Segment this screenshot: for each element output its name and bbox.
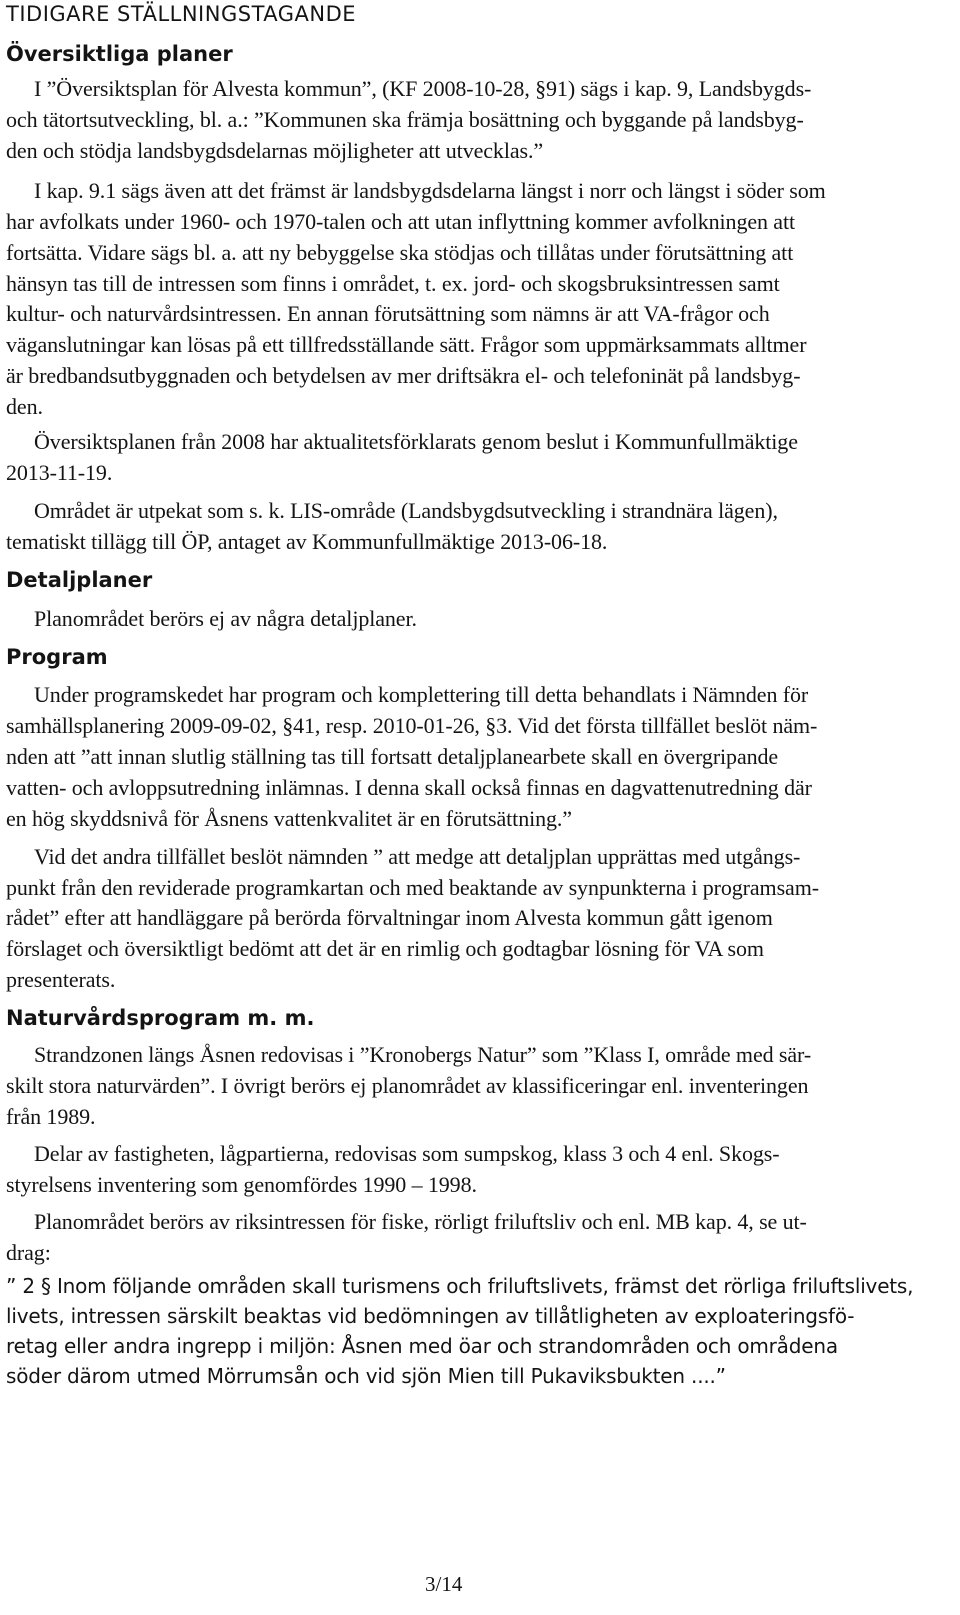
section-label: TIDIGARE STÄLLNINGSTAGANDE: [6, 2, 357, 26]
text-line: är bredbandsutbyggnaden och betydelsen av mer driftsäkra el- och telefoninät på landsbyg-: [6, 363, 801, 388]
text-line: rådet” efter att handläggare på berörda förvaltningar inom Alvesta kommun gått igenom: [6, 905, 773, 930]
text-line: Delar av fastigheten, lågpartierna, redovisas som sumpskog, klass 3 och 4 enl. Skogs-: [34, 1141, 780, 1166]
text-line: drag:: [6, 1240, 51, 1265]
text-line: Under programskedet har program och komplettering till detta behandlats i Nämnden för: [34, 682, 809, 707]
text-line: den och stödja landsbygdsdelarnas möjligheter att utvecklas.”: [6, 138, 544, 163]
text-line: skilt stora naturvärden”. I övrigt berörs ej planområdet av klassificeringar enl. inventeringen: [6, 1073, 809, 1098]
text-line: Strandzonen längs Åsnen redovisas i ”Kronobergs Natur” som ”Klass I, område med sär-: [34, 1042, 812, 1067]
text-line: 2013-11-19.: [6, 460, 113, 485]
text-line: har avfolkats under 1960- och 1970-talen och att utan inflyttning kommer avfolkningen att: [6, 209, 795, 234]
text-line: fortsätta. Vidare sägs bl. a. att ny bebyggelse ska stödjas och tillåtas under förutsättning att: [6, 240, 794, 265]
text-line: den.: [6, 394, 43, 419]
text-line: punkt från den reviderade programkartan och med beaktande av synpunkterna i programsam-: [6, 875, 819, 900]
text-line: I kap. 9.1 sägs även att det främst är landsbygdsdelarna längst i norr och längst i söder som: [34, 178, 826, 203]
heading-program: Program: [6, 645, 108, 669]
heading-overview: Översiktliga planer: [6, 42, 233, 66]
heading-detail-plans: Detaljplaner: [6, 568, 153, 592]
text-line: Vid det andra tillfället beslöt nämnden ” att medge att detaljplan upprättas med utgångs-: [34, 844, 801, 869]
text-line: och tätortsutveckling, bl. a.: ”Kommunen ska främja bosättning och byggande på landsbyg-: [6, 107, 804, 132]
text-line: Området är utpekat som s. k. LIS-område (Landsbygdsutveckling i strandnära lägen),: [34, 498, 778, 523]
text-line: från 1989.: [6, 1104, 96, 1129]
quote-line: söder därom utmed Mörrumsån och vid sjön Mien till Pukaviksbukten ....”: [6, 1364, 726, 1388]
text-line: Planområdet berörs av riksintressen för fiske, rörligt friluftsliv och enl. MB kap. 4, se ut-: [34, 1209, 807, 1234]
text-line: Planområdet berörs ej av några detaljplaner.: [34, 606, 417, 631]
text-line: Översiktsplanen från 2008 har aktualitetsförklarats genom beslut i Kommunfullmäktige: [34, 429, 798, 454]
text-line: hänsyn tas till de intressen som finns i området, t. ex. jord- och skogsbruksintressen samt: [6, 271, 780, 296]
text-line: väganslutningar kan lösas på ett tillfredsställande sätt. Frågor som uppmärksammats alltmer: [6, 332, 807, 357]
text-line: I ”Översiktsplan för Alvesta kommun”, (KF 2008-10-28, §91) sägs i kap. 9, Landsbygds-: [34, 76, 812, 101]
quote-line: livets, intressen särskilt beaktas vid bedömningen av tillåtligheten av exploateringsfö-: [6, 1304, 855, 1328]
text-line: kultur- och naturvårdsintressen. En annan förutsättning som nämns är att VA-frågor och: [6, 301, 770, 326]
quote-line: ” 2 § Inom följande områden skall turismens och friluftslivets, främst det rörliga friluftslivets,: [6, 1274, 914, 1298]
heading-nature-program: Naturvårdsprogram m. m.: [6, 1006, 315, 1030]
page-number: 3/14: [425, 1572, 463, 1596]
text-line: nden att ”att innan slutlig ställning tas till fortsatt detaljplanearbete skall en övergripande: [6, 744, 779, 769]
text-line: styrelsens inventering som genomfördes 1990 – 1998.: [6, 1172, 477, 1197]
text-line: tematiskt tillägg till ÖP, antaget av Kommunfullmäktige 2013-06-18.: [6, 529, 608, 554]
text-line: presenterats.: [6, 967, 116, 992]
text-line: förslaget och översiktligt bedömt att det är en rimlig och godtagbar lösning för VA som: [6, 936, 764, 961]
text-line: vatten- och avloppsutredning inlämnas. I denna skall också finnas en dagvattenutredning där: [6, 775, 812, 800]
text-line: en hög skyddsnivå för Åsnens vattenkvalitet är en förutsättning.”: [6, 806, 572, 831]
quote-line: retag eller andra ingrepp i miljön: Åsnen med öar och strandområden och områdena: [6, 1334, 838, 1358]
text-line: samhällsplanering 2009-09-02, §41, resp. 2010-01-26, §3. Vid det första tillfället beslöt näm-: [6, 713, 818, 738]
